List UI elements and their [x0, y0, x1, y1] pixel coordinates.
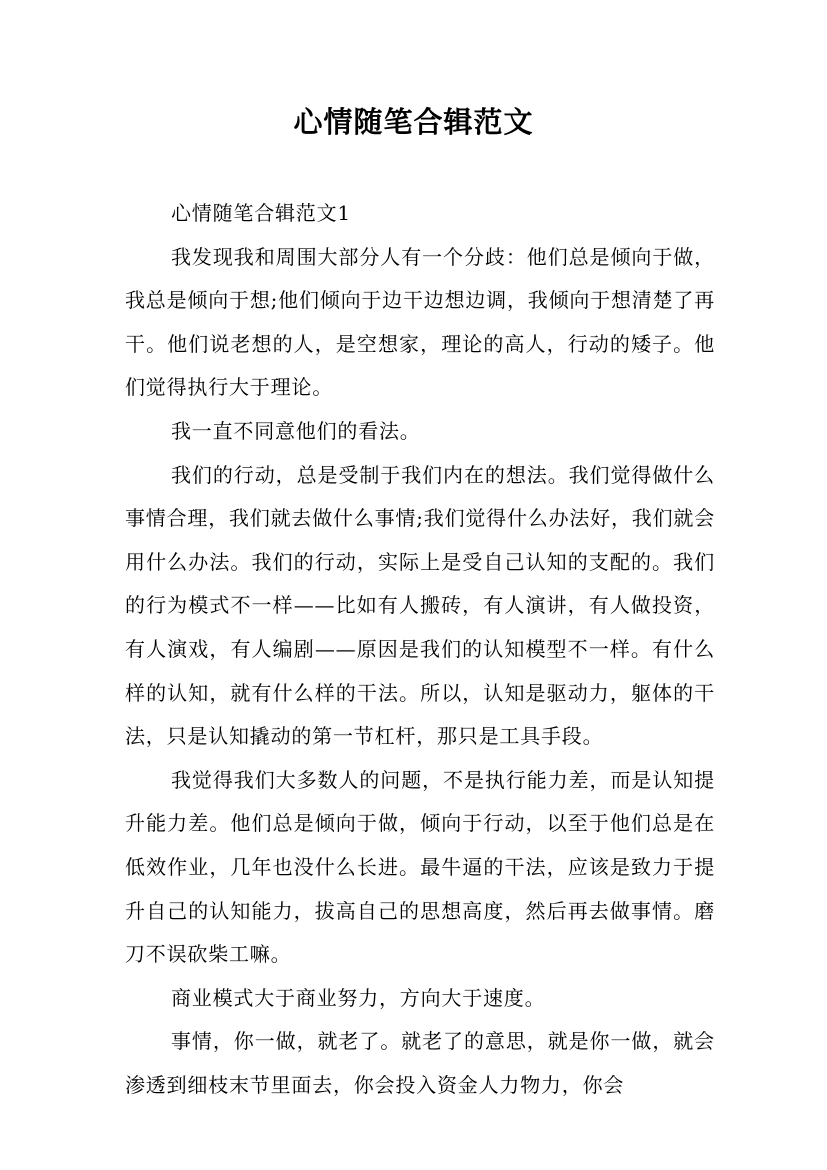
document-body — [125, 192, 715, 1107]
paragraph: 事情，你一做，就老了。就老了的意思，就是你一做，就会渗透到细枝末节里面去，你会投入资金人力物力，你会 — [125, 1029, 715, 1097]
paragraph: 我一直不同意他们的看法。 — [171, 418, 421, 443]
paragraph-subtitle: 心情随笔合辑范文1 — [171, 201, 351, 225]
paragraph: 我发现我和周围大部分人有一个分歧：他们总是倾向于做，我总是倾向于想;他们倾向于边干边想边调，我倾向于想清楚了再干。他们说老想的人，是空想家，理论的高人，行动的矮子。他们觉得执行大于理论。 — [125, 244, 715, 400]
paragraph: 我觉得我们大多数人的问题，不是执行能力差，而是认知提升能力差。他们总是倾向于做，倾向于行动，以至于他们总是在低效作业，几年也没什么长进。最牛逼的干法，应该是致力于提升自己的认知能力，拔高自己的思想高度，然后再去做事情。磨刀不误砍柴工嘛。 — [125, 767, 715, 967]
document-title: 心情随笔合辑范文 — [293, 105, 534, 139]
paragraph: 商业模式大于商业努力，方向大于速度。 — [171, 985, 546, 1010]
paragraph: 我们的行动，总是受制于我们内在的想法。我们觉得做什么事情合理，我们就去做什么事情;我们觉得什么办法好，我们就会用什么办法。我们的行动，实际上是受自己认知的支配的。我们的行为模式不一样——比如有人搬砖，有人演讲，有人做投资，有人演戏，有人编剧——原因是我们的认知模型不一样。有什么样的认知，就有什么样的干法。所以，认知是驱动力，躯体的干法，只是认知撬动的第一节杠杆，那只是工具手段。 — [125, 462, 715, 749]
